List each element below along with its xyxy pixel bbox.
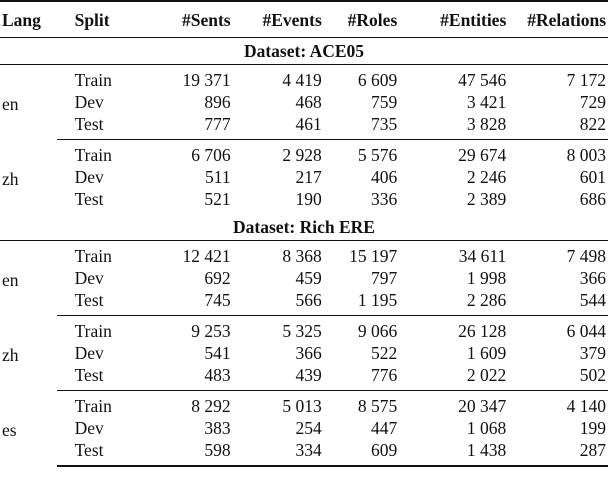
sents-cell: 9 253: [191, 321, 231, 341]
entities-cell: 34 611: [458, 246, 507, 266]
relations-cell: 6 044: [566, 321, 606, 341]
entities-cell: 3 421: [466, 92, 507, 112]
roles-cell: 447: [371, 418, 398, 438]
entities-cell: 26 128: [458, 321, 507, 341]
events-cell: 254: [295, 418, 322, 438]
table-row: [0, 364, 608, 391]
dataset-title: Dataset: Rich ERE: [0, 214, 608, 241]
table-row: [0, 439, 608, 466]
split-cell: Train: [74, 246, 112, 266]
header-sents: #Sents: [170, 1, 231, 38]
split-cell: Dev: [74, 167, 104, 187]
relations-cell: 822: [506, 113, 608, 140]
split-cell: Dev: [74, 92, 104, 112]
sents-cell: 8 292: [191, 396, 231, 416]
sents-cell: 598: [170, 439, 231, 466]
roles-cell: 6 609: [357, 70, 398, 90]
sents-cell: 6 706: [191, 145, 231, 165]
split-cell: Dev: [74, 418, 104, 438]
entities-cell: 2 389: [466, 189, 507, 209]
entities-cell: 29 674: [458, 145, 507, 165]
table-row: [0, 140, 608, 167]
entities-cell: 47 546: [458, 70, 507, 90]
relations-cell: 379: [579, 343, 606, 363]
dataset-title-row: [0, 38, 608, 65]
roles-cell: 1 195: [322, 289, 397, 316]
sents-cell: 745: [170, 289, 231, 316]
lang-cell: zh: [2, 168, 19, 189]
entities-cell: 2 286: [397, 289, 506, 316]
split-cell: Test: [57, 364, 170, 391]
split-cell: Train: [74, 396, 112, 416]
roles-cell: 609: [322, 439, 397, 466]
lang-cell: en: [2, 270, 19, 291]
sents-cell: 541: [204, 343, 231, 363]
events-cell: 2 928: [282, 145, 322, 165]
events-cell: 459: [295, 268, 322, 288]
relations-cell: 287: [506, 439, 608, 466]
entities-cell: 1 438: [397, 439, 506, 466]
table-row: [0, 316, 608, 343]
events-cell: 8 368: [282, 246, 322, 266]
roles-cell: 759: [371, 92, 398, 112]
entities-cell: 3 828: [397, 113, 506, 140]
split-cell: Train: [74, 145, 112, 165]
table-row: [0, 166, 608, 188]
entities-cell: 1 068: [466, 418, 507, 438]
relations-cell: 601: [579, 167, 606, 187]
roles-cell: 522: [371, 343, 398, 363]
dataset-title-row: [0, 214, 608, 241]
header-relations: #Relations: [506, 1, 608, 38]
sents-cell: 777: [170, 113, 231, 140]
roles-cell: 8 575: [357, 396, 398, 416]
relations-cell: 7 498: [566, 246, 606, 266]
relations-cell: 4 140: [566, 396, 606, 416]
split-cell: Train: [74, 321, 112, 341]
events-cell: 334: [231, 439, 322, 466]
events-cell: 366: [295, 343, 322, 363]
sents-cell: 383: [204, 418, 231, 438]
header-entities: #Entities: [397, 1, 506, 38]
table-row: [0, 267, 608, 289]
entities-cell: 2 022: [397, 364, 506, 391]
split-cell: Test: [57, 113, 170, 140]
table-row: [0, 65, 608, 92]
events-cell: 190: [295, 189, 322, 209]
header-row: [0, 1, 608, 38]
split-cell: Test: [57, 439, 170, 466]
table-row: [0, 91, 608, 113]
roles-cell: 9 066: [357, 321, 398, 341]
table-row: [0, 241, 608, 268]
events-cell: 566: [231, 289, 322, 316]
events-cell: 5 013: [282, 396, 322, 416]
table-row: [0, 417, 608, 439]
events-cell: 461: [231, 113, 322, 140]
entities-cell: 1 998: [466, 268, 507, 288]
sents-cell: 692: [204, 268, 231, 288]
dataset-title: Dataset: ACE05: [0, 38, 608, 65]
events-cell: 4 419: [282, 70, 322, 90]
table-row: [0, 342, 608, 364]
relations-cell: 686: [579, 189, 606, 209]
table-row: [0, 188, 608, 214]
roles-cell: 5 576: [357, 145, 398, 165]
header-events: #Events: [231, 1, 322, 38]
lang-cell: es: [2, 420, 17, 441]
entities-cell: 20 347: [458, 396, 507, 416]
events-cell: 217: [295, 167, 322, 187]
sents-cell: 521: [204, 189, 231, 209]
entities-cell: 2 246: [466, 167, 507, 187]
events-cell: 5 325: [282, 321, 322, 341]
split-cell: Test: [57, 289, 170, 316]
sents-cell: 896: [204, 92, 231, 112]
roles-cell: 797: [371, 268, 398, 288]
relations-cell: 7 172: [566, 70, 606, 90]
header-lang: Lang: [0, 1, 57, 38]
relations-cell: 8 003: [566, 145, 606, 165]
relations-cell: 729: [579, 92, 606, 112]
relations-cell: 502: [506, 364, 608, 391]
sents-cell: 19 371: [182, 70, 231, 90]
lang-cell: zh: [2, 345, 19, 365]
events-cell: 468: [295, 92, 322, 112]
header-split: Split: [57, 1, 170, 38]
relations-cell: 199: [579, 418, 606, 438]
sents-cell: 511: [204, 167, 231, 187]
relations-cell: 366: [579, 268, 606, 288]
roles-cell: 336: [371, 189, 398, 209]
split-cell: Test: [74, 189, 104, 209]
entities-cell: 1 609: [466, 343, 507, 363]
sents-cell: 12 421: [182, 246, 231, 266]
table-row: [0, 391, 608, 418]
roles-cell: 406: [371, 167, 398, 187]
table-row: [0, 289, 608, 316]
sents-cell: 483: [170, 364, 231, 391]
roles-cell: 735: [322, 113, 397, 140]
relations-cell: 544: [506, 289, 608, 316]
table-row: [0, 113, 608, 140]
split-cell: Dev: [74, 268, 104, 288]
header-roles: #Roles: [322, 1, 397, 38]
table-body: [0, 38, 608, 467]
roles-cell: 776: [322, 364, 397, 391]
events-cell: 439: [231, 364, 322, 391]
split-cell: Train: [74, 70, 112, 90]
split-cell: Dev: [74, 343, 104, 363]
lang-cell: en: [2, 94, 19, 115]
roles-cell: 15 197: [349, 246, 398, 266]
